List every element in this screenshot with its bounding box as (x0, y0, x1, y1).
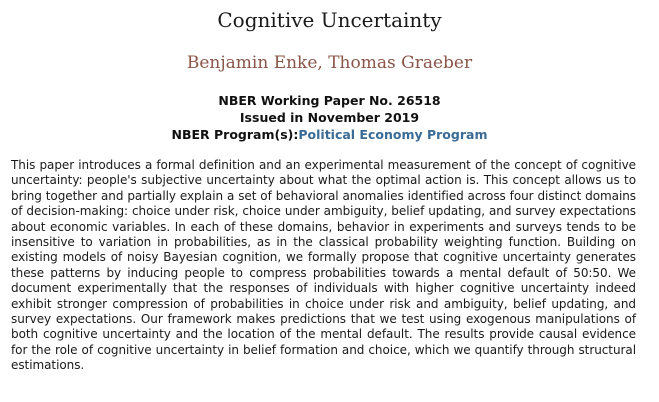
working-paper-number: NBER Working Paper No. 26518 (218, 93, 441, 108)
issue-date: Issued in November 2019 (239, 110, 420, 125)
program-label: NBER Program(s): (171, 127, 299, 142)
program-line (0, 126, 659, 143)
paper-authors: Benjamin Enke, Thomas Graeber (186, 53, 473, 73)
paper-abstract: This paper introduces a formal definition and an experimental measurement of the concept of cognitive uncertainty: people's subjective uncertainty about what the optimal action is. This concept allows us to bring together and partially explain a set of behavioral anomalies identified across four distinct domains of decision-making: choice under risk, choice under ambiguity, belief updating, and survey expectations about economic variables. In each of these domains, behavior in experiments and surveys tends to be insensitive to variation in probabilities, as in the classical probability weighting function. Building on existing models of noisy Bayesian cognition, we formally propose that cognitive uncertainty generates these patterns by inducing people to compress probabilities towards a mental default of 50:50. We document experimentally that the responses of individuals with higher cognitive uncertainty indeed exhibit stronger compression of probabilities in choice under risk and ambiguity, belief updating, and survey expectations. Our framework makes predictions that we test using exogenous manipulations of both cognitive uncertainty and the location of the mental default. The results provide causal evidence for the role of cognitive uncertainty in belief formation and choice, which we quantify through structural estimations. (11, 158, 636, 373)
paper-metadata (0, 92, 659, 143)
paper-title: Cognitive Uncertainty (217, 8, 442, 32)
program-link[interactable]: Political Economy Program (298, 127, 488, 142)
